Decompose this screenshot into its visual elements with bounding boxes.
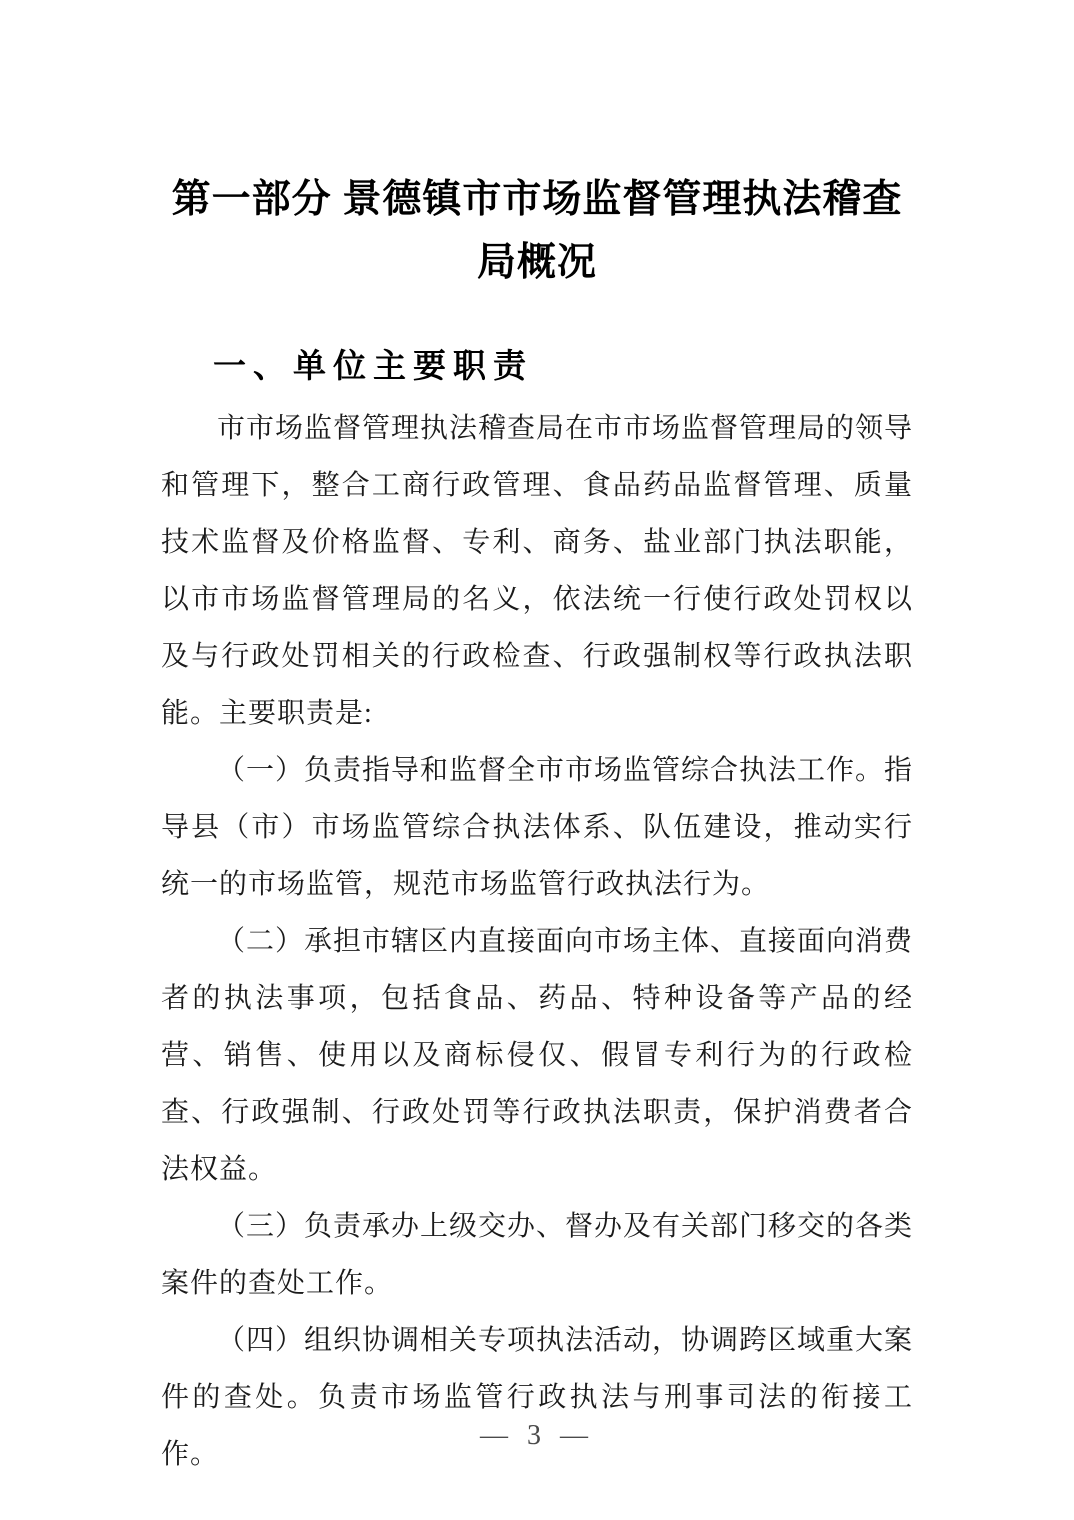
paragraph-duty-3: （三）负责承办上级交办、督办及有关部门移交的各类案件的查处工作。: [161, 1211, 914, 1299]
section-heading: 一、单位主要职责: [213, 346, 533, 385]
page-number: — 3 —: [480, 1420, 594, 1451]
document-title: 第一部分 景德镇市市场监督管理执法稽查局概况: [171, 178, 903, 284]
paragraph-duties-intro: 市市场监督管理执法稽查局在市市场监督管理局的领导和管理下，整合工商行政管理、食品药品监督管理、质量技术监督及价格监督、专利、商务、盐业部门执法职能，以市市场监督管理局的名义，依法统一行使行政处罚权以及与行政处罚相关的行政检查、行政强制权等行政执法职能。主要职责是:: [161, 413, 914, 729]
paragraph-duty-4: （四）组织协调相关专项执法活动，协调跨区域重大案件的查处。负责市场监管行政执法与刑事司法的衔接工作。: [161, 1325, 914, 1470]
document-body: [161, 344, 913, 1483]
paragraph-duty-2: （二）承担市辖区内直接面向市场主体、直接面向消费者的执法事项，包括食品、药品、特种设备等产品的经营、销售、使用以及商标侵仅、假冒专利行为的行政检查、行政强制、行政处罚等行政执法职责，保护消费者合法权益。: [161, 926, 914, 1185]
paragraph-duty-1: （一）负责指导和监督全市市场监管综合执法工作。指导县（市）市场监管综合执法体系、队伍建设，推动实行统一的市场监管，规范市场监管行政执法行为。: [161, 755, 914, 900]
